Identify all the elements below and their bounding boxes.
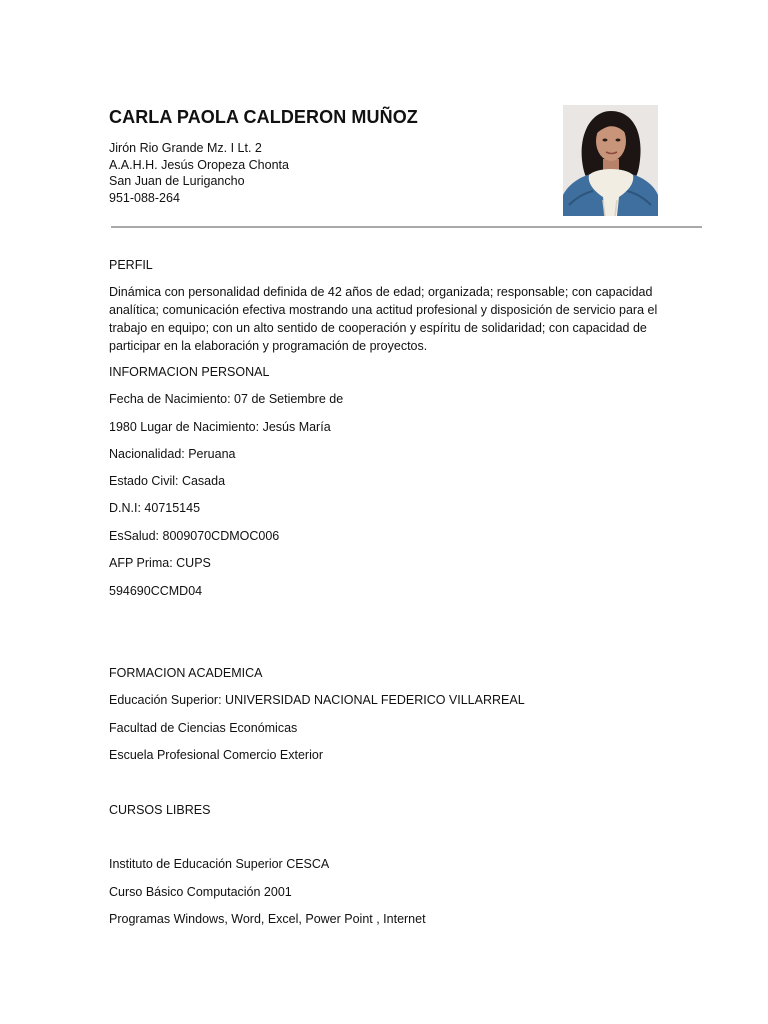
personal-info-line: 594690CCMD04 [109, 584, 203, 598]
personal-info-line: Estado Civil: Casada [109, 474, 226, 488]
portrait-image [563, 105, 658, 216]
candidate-name: CARLA PAOLA CALDERON MUÑOZ [109, 107, 418, 127]
section-heading-informacion-personal: INFORMACION PERSONAL [109, 365, 270, 379]
personal-info-line: EsSalud: 8009070CDMOC006 [109, 529, 280, 543]
education-line: Educación Superior: UNIVERSIDAD NACIONAL FEDERICO VILLARREAL [109, 693, 525, 707]
course-line: Curso Básico Computación 2001 [109, 885, 292, 899]
section-heading-cursos-libres: CURSOS LIBRES [109, 803, 211, 817]
personal-info-line: Nacionalidad: Peruana [109, 447, 236, 461]
personal-info-line: AFP Prima: CUPS [109, 556, 211, 570]
address-line: A.A.H.H. Jesús Oropeza Chonta [109, 157, 289, 172]
address-line: San Juan de Lurigancho [109, 174, 245, 188]
section-heading-formacion-academica: FORMACION ACADEMICA [109, 666, 263, 680]
personal-info-line: D.N.I: 40715145 [109, 501, 201, 515]
course-line: Instituto de Educación Superior CESCA [109, 857, 330, 871]
education-line: Facultad de Ciencias Económicas [109, 721, 298, 735]
profile-photo [563, 105, 658, 216]
personal-info-line: 1980 Lugar de Nacimiento: Jesús María [109, 420, 331, 434]
perfil-text: Dinámica con personalidad definida de 42 años de edad; organizada; responsable; con capacidad analítica; comunicación efectiva mostrando una actitud profesional y disposición de servicio para el trabajo en equipo; con un alto sentido de cooperación y espíritu de solidaridad; con capacidad de participar en la elaboración y programación de proyectos. [109, 285, 658, 353]
header-divider [111, 226, 702, 228]
phone-number: 951-088-264 [109, 190, 180, 205]
personal-info-line: Fecha de Nacimiento: 07 de Setiembre de [109, 392, 344, 406]
section-heading-perfil: PERFIL [109, 258, 153, 272]
address-line: Jirón Rio Grande Mz. I Lt. 2 [109, 141, 262, 155]
course-line: Programas Windows, Word, Excel, Power Point , Internet [109, 912, 426, 926]
education-line: Escuela Profesional Comercio Exterior [109, 748, 323, 762]
contact-block [109, 140, 289, 206]
